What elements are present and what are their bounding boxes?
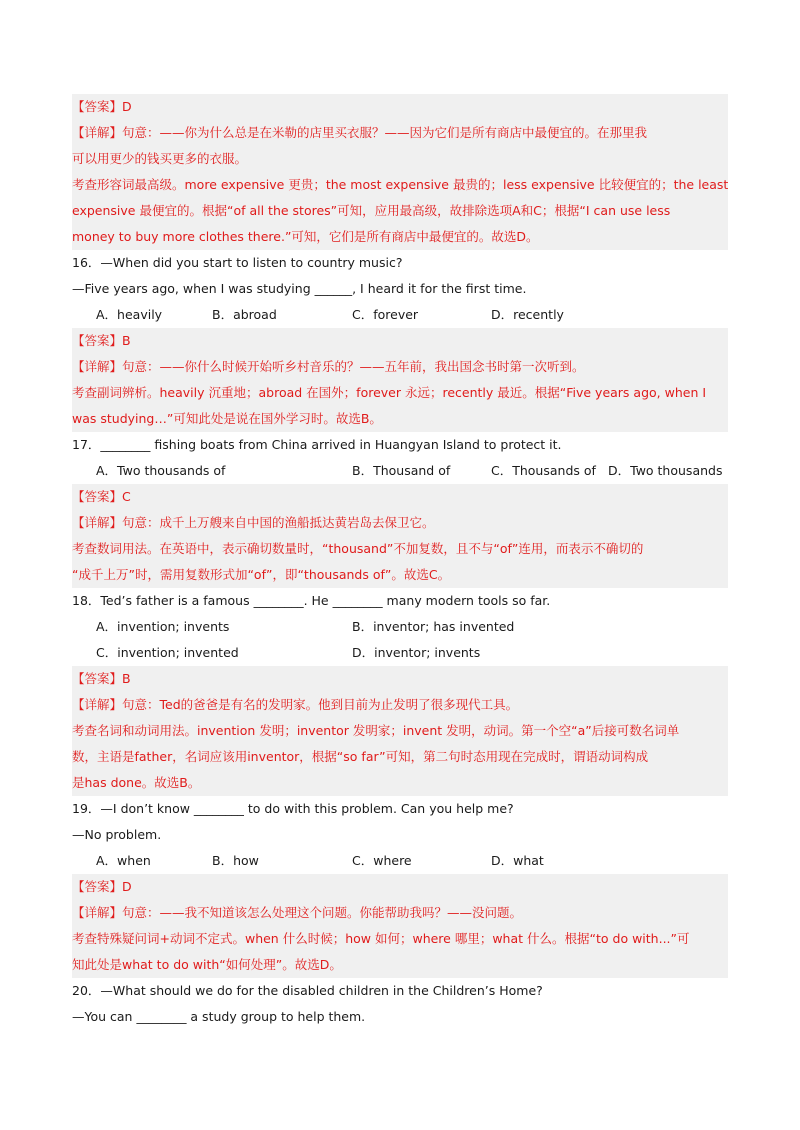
question-17: 17．________ fishing boats from China arrived in Huangyan Island to protect it. (72, 437, 562, 452)
answer-block-q16 (72, 328, 728, 432)
option-c: C．where (352, 853, 412, 868)
explanation-line: expensive 最便宜的。根据“of all the stores”可知，应用最高级，故排除选项A和C；根据“I can use less (72, 203, 671, 218)
explanation-line: 【详解】句意：——我不知道该怎么处理这个问题。你能帮助我吗？——没问题。 (72, 905, 523, 920)
options-16 (72, 302, 728, 328)
option-d: D．inventor; invents (352, 645, 481, 660)
explanation-line: 考查数词用法。在英语中，表示确切数量时，“thousand”不加复数，且不与“of”连用，而表示不确切的 (72, 541, 644, 556)
answer-label: 【答案】B (72, 671, 131, 686)
question-20: 20．—What should we do for the disabled children in the Children’s Home? (72, 983, 543, 998)
explanation-line: 【详解】句意：——你为什么总是在米勒的店里买衣服？——因为它们是所有商店中最便宜的。在那里我 (72, 125, 648, 140)
option-a: A．heavily (96, 307, 163, 322)
options-19 (72, 848, 728, 874)
question-16: 16．—When did you start to listen to country music? (72, 255, 403, 270)
option-d: D．what (491, 853, 544, 868)
explanation-line: 考查形容词最高级。more expensive 更贵；the most expensive 最贵的；less expensive 比较便宜的；the least (72, 177, 728, 192)
explanation-line: was studying…”可知此处是说在国外学习时。故选B。 (72, 411, 382, 426)
option-c: C．forever (352, 307, 419, 322)
answer-label: 【答案】D (72, 99, 132, 114)
option-d: D．Two thousands (608, 463, 723, 478)
explanation-line: 考查副词辨析。heavily 沉重地；abroad 在国外；forever 永远；recently 最近。根据“Five years ago, when I (72, 385, 707, 400)
explanation-line: “成千上万”时，需用复数形式加“of”，即“thousands of”。故选C。 (72, 567, 451, 582)
option-d: D．recently (491, 307, 564, 322)
answer-block-q18 (72, 666, 728, 796)
question-20-line2: —You can ________ a study group to help them. (72, 1009, 366, 1024)
question-18: 18．Ted’s father is a famous ________. He ________ many modern tools so far. (72, 593, 551, 608)
explanation-line: 考查特殊疑问词+动词不定式。when 什么时候；how 如何；where 哪里；what 什么。根据“to do with...”可 (72, 931, 690, 946)
option-b: B．abroad (212, 307, 277, 322)
answer-label: 【答案】C (72, 489, 131, 504)
explanation-line: 【详解】句意：Ted的爸爸是有名的发明家。他到目前为止发明了很多现代工具。 (72, 697, 519, 712)
explanation-line: 知此处是what to do with“如何处理”。故选D。 (72, 957, 342, 972)
answer-block-q19 (72, 874, 728, 978)
option-b: B．inventor; has invented (352, 619, 515, 634)
option-a: A．when (96, 853, 151, 868)
document-page (72, 94, 728, 1030)
answer-block-q17 (72, 484, 728, 588)
option-c: C．Thousands of (491, 463, 596, 478)
explanation-line: 考查名词和动词用法。invention 发明；inventor 发明家；invent 发明，动词。第一个空“a”后接可数名词单 (72, 723, 680, 738)
option-b: B．Thousand of (352, 463, 451, 478)
options-18-row2 (72, 640, 728, 666)
answer-label: 【答案】B (72, 333, 131, 348)
explanation-line: money to buy more clothes there.”可知，它们是所有商店中最便宜的。故选D。 (72, 229, 539, 244)
options-18-row1 (72, 614, 728, 640)
answer-label: 【答案】D (72, 879, 132, 894)
question-19-line2: —No problem. (72, 827, 162, 842)
option-a: A．Two thousands of (96, 463, 226, 478)
options-17 (72, 458, 728, 484)
option-a: A．invention; invents (96, 619, 230, 634)
option-c: C．invention; invented (96, 645, 239, 660)
answer-block-q15 (72, 94, 728, 250)
explanation-line: 【详解】句意：成千上万艘来自中国的渔船抵达黄岩岛去保卫它。 (72, 515, 435, 530)
explanation-line: 可以用更少的钱买更多的衣服。 (72, 151, 248, 166)
question-19: 19．—I don’t know ________ to do with this problem. Can you help me? (72, 801, 514, 816)
explanation-line: 【详解】句意：——你什么时候开始听乡村音乐的？——五年前，我出国念书时第一次听到。 (72, 359, 585, 374)
explanation-line: 是has done。故选B。 (72, 775, 201, 790)
explanation-line: 数，主语是father，名词应该用inventor，根据“so far”可知，第二句时态用现在完成时，谓语动词构成 (72, 749, 649, 764)
question-16-line2: —Five years ago, when I was studying ______, I heard it for the first time. (72, 281, 527, 296)
option-b: B．how (212, 853, 259, 868)
